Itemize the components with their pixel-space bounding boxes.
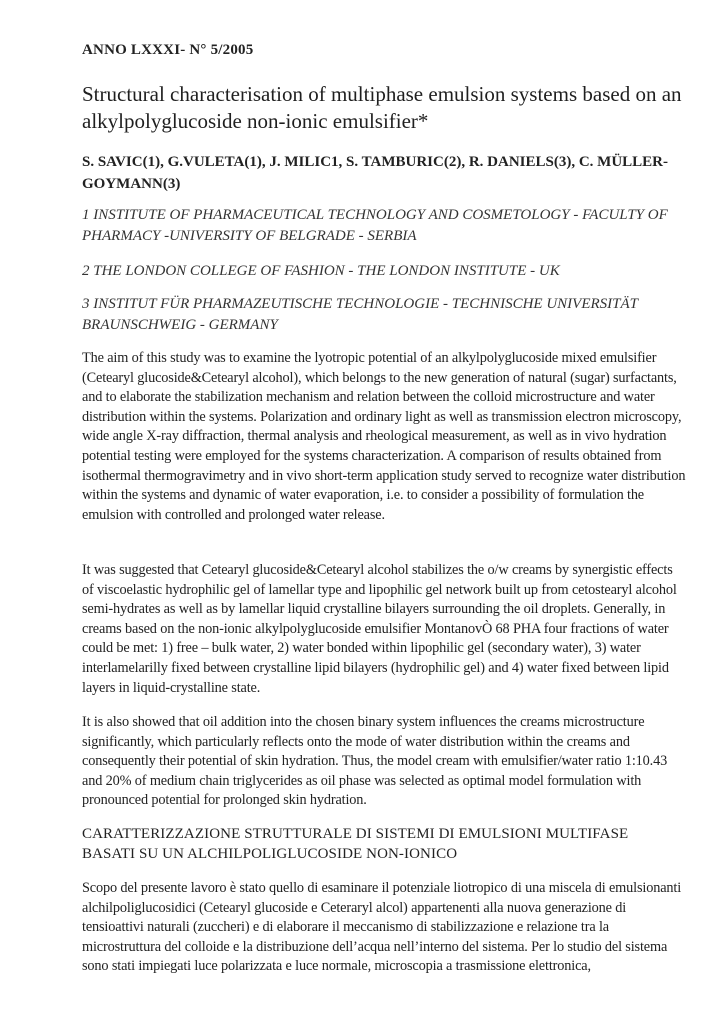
abstract-paragraph-2: It was suggested that Cetearyl glucoside&Cetearyl alcohol stabilizes the o/w creams by synergistic effects of viscoelastic hydrophilic gel of lamellar type and lipophilic gel network built up from cetostearyl alcohol semi-hydrates as well as by lamellar liquid crystalline bilayers surrounding the oil droplets. Generally, in creams based on the non-ionic alkylpolyglucoside emulsifier MontanovÒ 68 PHA four fractions of water could be met: 1) free – bulk water, 2) water bonded within lipophilic gel (secondary water), 3) water interlamelarilly fixed between crystalline lipid bilayers (hydrophilic gel) and 4) water fixed between lipid layers in liquid-crystalline state. [82,562,677,696]
affiliation-2: 2 THE LONDON COLLEGE OF FASHION - THE LONDON INSTITUTE - UK [82,263,560,279]
article-title: Structural characterisation of multiphase emulsion systems based on an alkylpolyglucoside non-ionic emulsifier* [82,82,682,133]
affiliation-3: 3 INSTITUT FÜR PHARMAZEUTISCHE TECHNOLOGIE - TECHNISCHE UNIVERSITÄT BRAUNSCHWEIG - GERMANY [82,296,638,333]
author-list: S. SAVIC(1), G.VULETA(1), J. MILIC1, S. TAMBURIC(2), R. DANIELS(3), C. MÜLLER-GOYMANN(3) [82,154,669,192]
abstract-paragraph-3: It is also showed that oil addition into the chosen binary system influences the creams microstructure significantly, which particularly reflects onto the mode of water distribution within the creams and consequently their potential of skin hydration. Thus, the model cream with emulsifier/water ratio 1:10.43 and 20% of medium chain triglycerides as oil phase was selected as optimal model formulation with pronounced potential for prolonged skin hydration. [82,714,668,809]
abstract-paragraph-1: The aim of this study was to examine the lyotropic potential of an alkylpolyglucoside mixed emulsifier (Cetearyl glucoside&Cetearyl alcohol), which belongs to the new generation of natural (sugar) surfactants, and to elaborate the stabilization mechanism and relation between the colloid microstructure and water distribution within the systems. Polarization and ordinary light as well as transmission electron microscopy, wide angle X-ray diffraction, thermal analysis and rheological measurement, as well as in vivo hydration potential testing were employed for the systems characterization. A comparison of results obtained from isothermal thermogravimetry and in vivo short-term application study served to recognize water distribution within the systems and dynamic of water evaporation, i.e. to consider a possibility of formulation the emulsion with controlled and prolonged water release. [82,350,686,523]
italian-title: CARATTERIZZAZIONE STRUTTURALE DI SISTEMI DI EMULSIONI MULTIFASE BASATI SU UN ALCHILPOLIGLUCOSIDE NON-IONICO [82,826,629,862]
issue-header: ANNO LXXXI- N° 5/2005 [82,42,254,58]
affiliation-1: 1 INSTITUTE OF PHARMACEUTICAL TECHNOLOGY AND COSMETOLOGY - FACULTY OF PHARMACY -UNIVERSITY OF BELGRADE - SERBIA [82,207,668,244]
italian-paragraph: Scopo del presente lavoro è stato quello di esaminare il potenziale liotropico di una miscela di emulsionanti alchilpoliglucosidici (Cetearyl glucoside e Ceteraryl alcol) appartenenti alla nuova generazione di tensioattivi naturali (zuccheri) e di elaborare il meccanismo di stabilizzazione e relazione tra la microstruttura del colloide e la distribuzione dell’acqua nell’interno del sistema. Per lo studio del sistema sono stati impiegati luce polarizzata e luce normale, microscopia a trasmissione elettronica, [82,880,682,975]
